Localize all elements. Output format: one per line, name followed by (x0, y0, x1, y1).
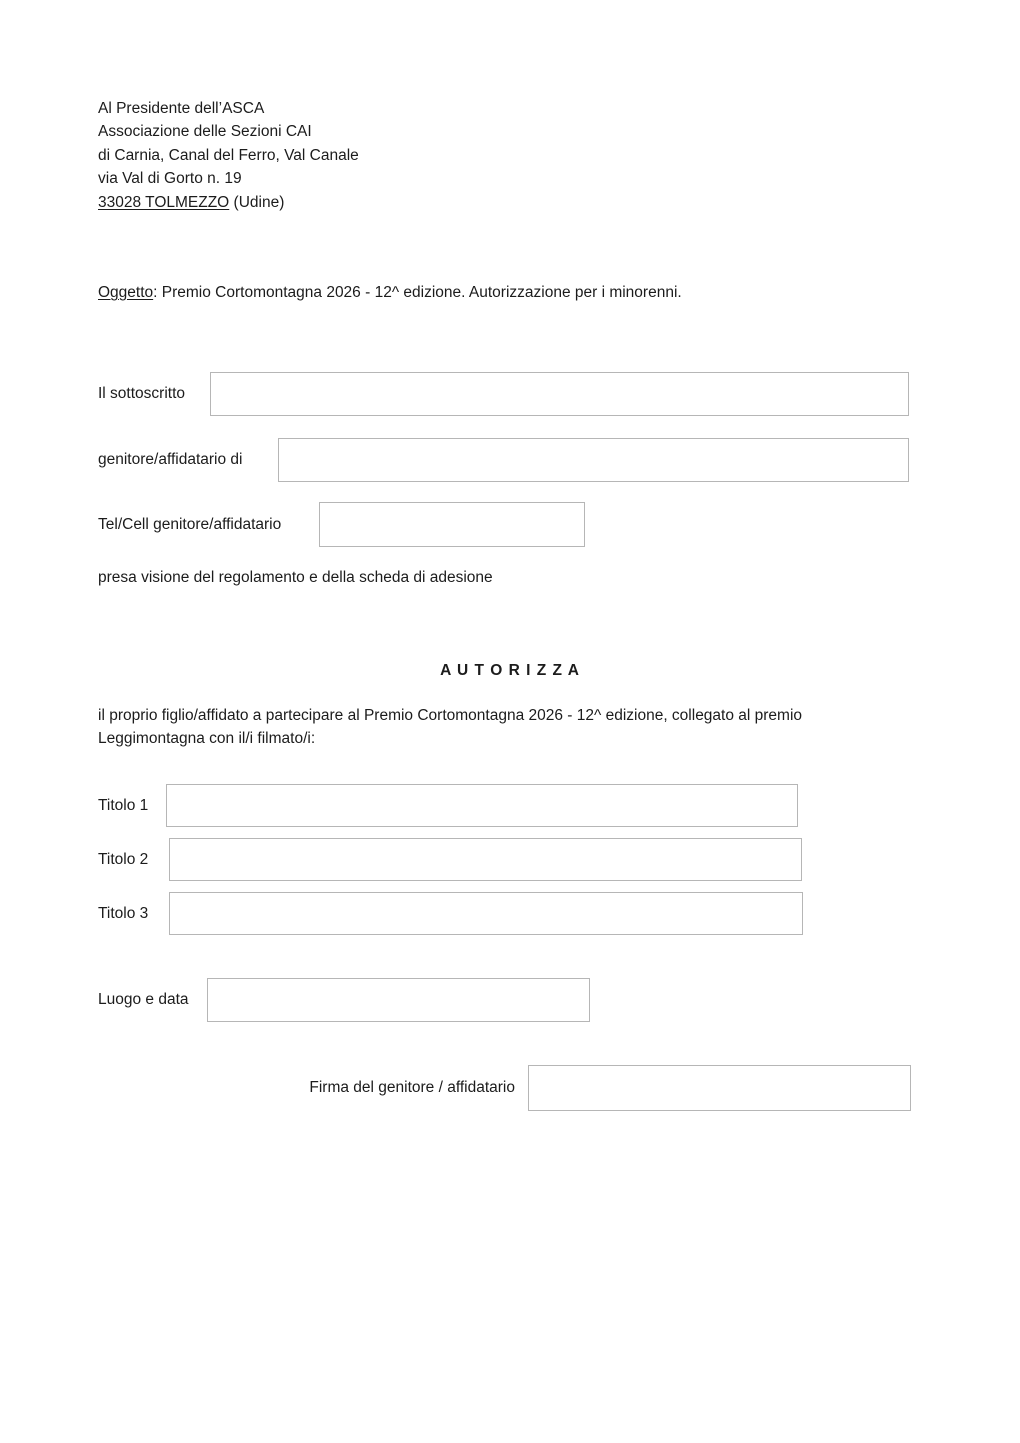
genitore-affidatario-label: genitore/affidatario di (98, 451, 243, 468)
tel-cell-input[interactable] (319, 502, 585, 547)
authorization-paragraph (98, 704, 802, 751)
presa-visione-statement: presa visione del regolamento e della scheda di adesione (98, 569, 493, 586)
luogo-e-data-input[interactable] (207, 978, 590, 1022)
subject-text: : Premio Cortomontagna 2026 - 12^ edizione. Autorizzazione per i minorenni. (153, 284, 682, 301)
recipient-address (98, 97, 359, 214)
recipient-line: Associazione delle Sezioni CAI (98, 123, 312, 141)
titolo-3-label: Titolo 3 (98, 904, 149, 922)
authorization-line: il proprio figlio/affidato a partecipare al Premio Cortomontagna 2026 - 12^ edizione, collegato al premio (98, 707, 803, 724)
subject-label: Oggetto (98, 284, 154, 301)
titolo-1-label: Titolo 1 (98, 796, 149, 814)
recipient-line: Al Presidente dell’ASCA (98, 100, 265, 117)
titolo-2-input[interactable] (169, 838, 802, 881)
il-sottoscritto-input[interactable] (210, 372, 909, 416)
tel-cell-label: Tel/Cell genitore/affidatario (98, 515, 282, 533)
titolo-2-label: Titolo 2 (98, 850, 149, 868)
recipient-city-rest: (Udine) (229, 193, 285, 211)
autorizza-heading: A U T O R I Z Z A (440, 662, 580, 679)
recipient-line: di Carnia, Canal del Ferro, Val Canale (98, 146, 359, 164)
recipient-line: via Val di Gorto n. 19 (98, 170, 242, 188)
titolo-3-input[interactable] (169, 892, 803, 935)
firma-input[interactable] (528, 1065, 911, 1111)
titolo-1-input[interactable] (166, 784, 798, 827)
firma-label: Firma del genitore / affidatario (309, 1079, 515, 1096)
luogo-e-data-label: Luogo e data (98, 991, 189, 1008)
genitore-affidatario-input[interactable] (278, 438, 909, 482)
subject-line (98, 284, 682, 302)
recipient-city-underlined: 33028 TOLMEZZO (98, 193, 230, 211)
il-sottoscritto-label: Il sottoscritto (98, 385, 185, 402)
authorization-line: Leggimontagna con il/i filmato/i: (98, 730, 316, 748)
recipient-city-line (98, 191, 359, 214)
